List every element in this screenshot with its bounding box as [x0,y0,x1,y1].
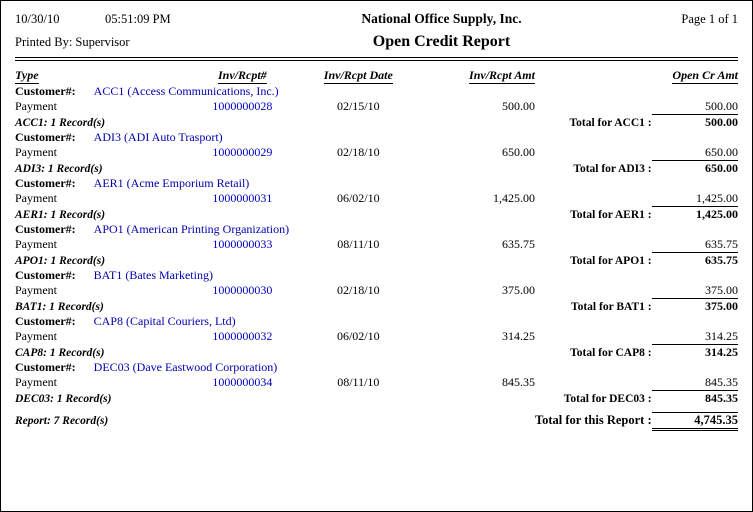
customer-row [15,360,738,375]
report-title: Open Credit Report [372,33,511,50]
row-date: 02/18/10 [336,145,380,159]
group-record-count: APO1: 1 Record(s) [15,255,106,267]
report-record-count: Report: 7 Record(s) [15,415,109,427]
company-name: National Office Supply, Inc. [361,11,522,26]
row-open-amount: 845.35 [705,375,738,389]
report-total-label: Total for this Report : [534,413,652,427]
header-divider-top [15,57,738,58]
group-record-count: ACC1: 1 Record(s) [15,117,106,129]
customer-label: Customer#: [15,176,76,190]
row-date: 08/11/10 [337,375,380,389]
row-date: 02/15/10 [336,99,380,113]
row-type: Payment [15,375,57,389]
group-record-count: DEC03: 1 Record(s) [15,393,112,405]
group-total-label: Total for BAT1 : [570,301,652,313]
customer-row [15,222,738,237]
customer-code[interactable]: ACC1 [93,84,125,98]
row-date: 06/02/10 [336,191,380,205]
report-header-line-1 [15,11,738,27]
row-amount: 650.00 [501,145,535,159]
group-total-value: 314.25 [652,345,738,361]
column-header-row [15,68,738,84]
customer-label: Customer#: [15,130,76,144]
row-open-amount: 314.25 [705,329,738,343]
group-total-label: Total for CAP8 : [570,347,652,359]
table-row [15,283,738,299]
row-type: Payment [15,145,57,159]
row-open-amount: 650.00 [705,145,738,159]
row-date: 02/18/10 [336,283,380,297]
row-document-link[interactable]: 1000000032 [212,329,273,343]
group-subtotal-row [15,299,738,315]
row-open-amount: 500.00 [705,99,738,113]
group-total-label: Total for ADI3 : [573,163,652,175]
row-type: Payment [15,237,57,251]
row-amount: 635.75 [501,237,535,251]
column-header-type: Type [15,68,39,82]
group-total-value: 650.00 [652,161,738,177]
customer-row [15,84,738,99]
table-row [15,145,738,161]
group-total-value: 635.75 [652,253,738,269]
group-total-value: 500.00 [652,115,738,131]
table-row [15,237,738,253]
report-total-value: 4,745.35 [652,413,738,430]
group-total-value: 1,425.00 [652,207,738,223]
row-date: 06/02/10 [336,329,380,343]
report-footer-row [15,413,738,430]
row-document-link[interactable]: 1000000029 [212,145,273,159]
printed-by: Printed By: Supervisor [15,35,130,49]
row-amount: 845.35 [501,375,535,389]
customer-code[interactable]: CAP8 [93,314,123,328]
group-total-label: Total for ACC1 : [569,117,652,129]
group-subtotal-row [15,391,738,407]
customer-label: Customer#: [15,360,76,374]
row-document-link[interactable]: 1000000033 [212,237,273,251]
customer-name[interactable]: (Acme Emporium Retail) [126,176,250,190]
open-credit-table [15,68,738,431]
table-row [15,329,738,345]
group-record-count: BAT1: 1 Record(s) [15,301,104,313]
group-subtotal-row [15,253,738,269]
row-type: Payment [15,191,57,205]
group-total-label: Total for AER1 : [570,209,652,221]
report-header-line-2 [15,33,738,51]
table-row [15,375,738,391]
row-amount: 375.00 [501,283,535,297]
customer-row [15,268,738,283]
group-total-value: 375.00 [652,299,738,315]
group-subtotal-row [15,345,738,361]
row-document-link[interactable]: 1000000028 [212,99,273,113]
group-record-count: ADI3: 1 Record(s) [15,163,103,175]
customer-row [15,314,738,329]
row-document-link[interactable]: 1000000030 [212,283,273,297]
customer-code[interactable]: APO1 [93,222,124,236]
group-subtotal-row [15,115,738,131]
customer-code[interactable]: DEC03 [93,360,130,374]
report-date: 10/30/10 [15,12,60,26]
customer-row [15,176,738,191]
column-header-open-cr-amt: Open Cr Amt [672,68,738,82]
row-date: 08/11/10 [337,237,380,251]
customer-label: Customer#: [15,314,76,328]
row-type: Payment [15,99,57,113]
group-subtotal-row [15,207,738,223]
customer-label: Customer#: [15,268,76,282]
row-open-amount: 635.75 [705,237,738,251]
group-record-count: CAP8: 1 Record(s) [15,347,105,359]
customer-name[interactable]: (Dave Eastwood Corporation) [132,360,278,374]
customer-code[interactable]: ADI3 [93,130,121,144]
group-total-value: 845.35 [652,391,738,407]
group-record-count: AER1: 1 Record(s) [15,209,106,221]
row-amount: 500.00 [501,99,535,113]
customer-name[interactable]: (ADI Auto Trasport) [123,130,223,144]
row-type: Payment [15,283,57,297]
customer-name[interactable]: (Bates Marketing) [125,268,213,282]
group-total-label: Total for DEC03 : [563,393,652,405]
column-header-inv-date: Inv/Rcpt Date [323,68,393,82]
customer-name[interactable]: (American Printing Organization) [126,222,290,236]
page-number: Page 1 of 1 [681,12,738,26]
customer-name[interactable]: (Capital Couriers, Ltd) [126,314,236,328]
row-amount: 1,425.00 [492,191,535,205]
table-row [15,191,738,207]
row-open-amount: 1,425.00 [696,191,738,205]
row-document-link[interactable]: 1000000031 [212,191,273,205]
customer-name[interactable]: (Access Communications, Inc.) [127,84,279,98]
column-header-inv-no: Inv/Rcpt# [217,68,267,82]
row-document-link[interactable]: 1000000034 [212,375,273,389]
row-amount: 314.25 [501,329,535,343]
customer-label: Customer#: [15,222,76,236]
row-type: Payment [15,329,57,343]
group-total-label: Total for APO1 : [570,255,652,267]
header-divider-bottom [15,60,738,61]
customer-row [15,130,738,145]
report-time: 05:51:09 PM [105,12,171,26]
row-open-amount: 375.00 [705,283,738,297]
group-subtotal-row [15,161,738,177]
customer-code[interactable]: BAT1 [93,268,123,282]
column-header-inv-amt: Inv/Rcpt Amt [469,68,535,82]
customer-code[interactable]: AER1 [93,176,124,190]
table-row [15,99,738,115]
customer-label: Customer#: [15,84,76,98]
